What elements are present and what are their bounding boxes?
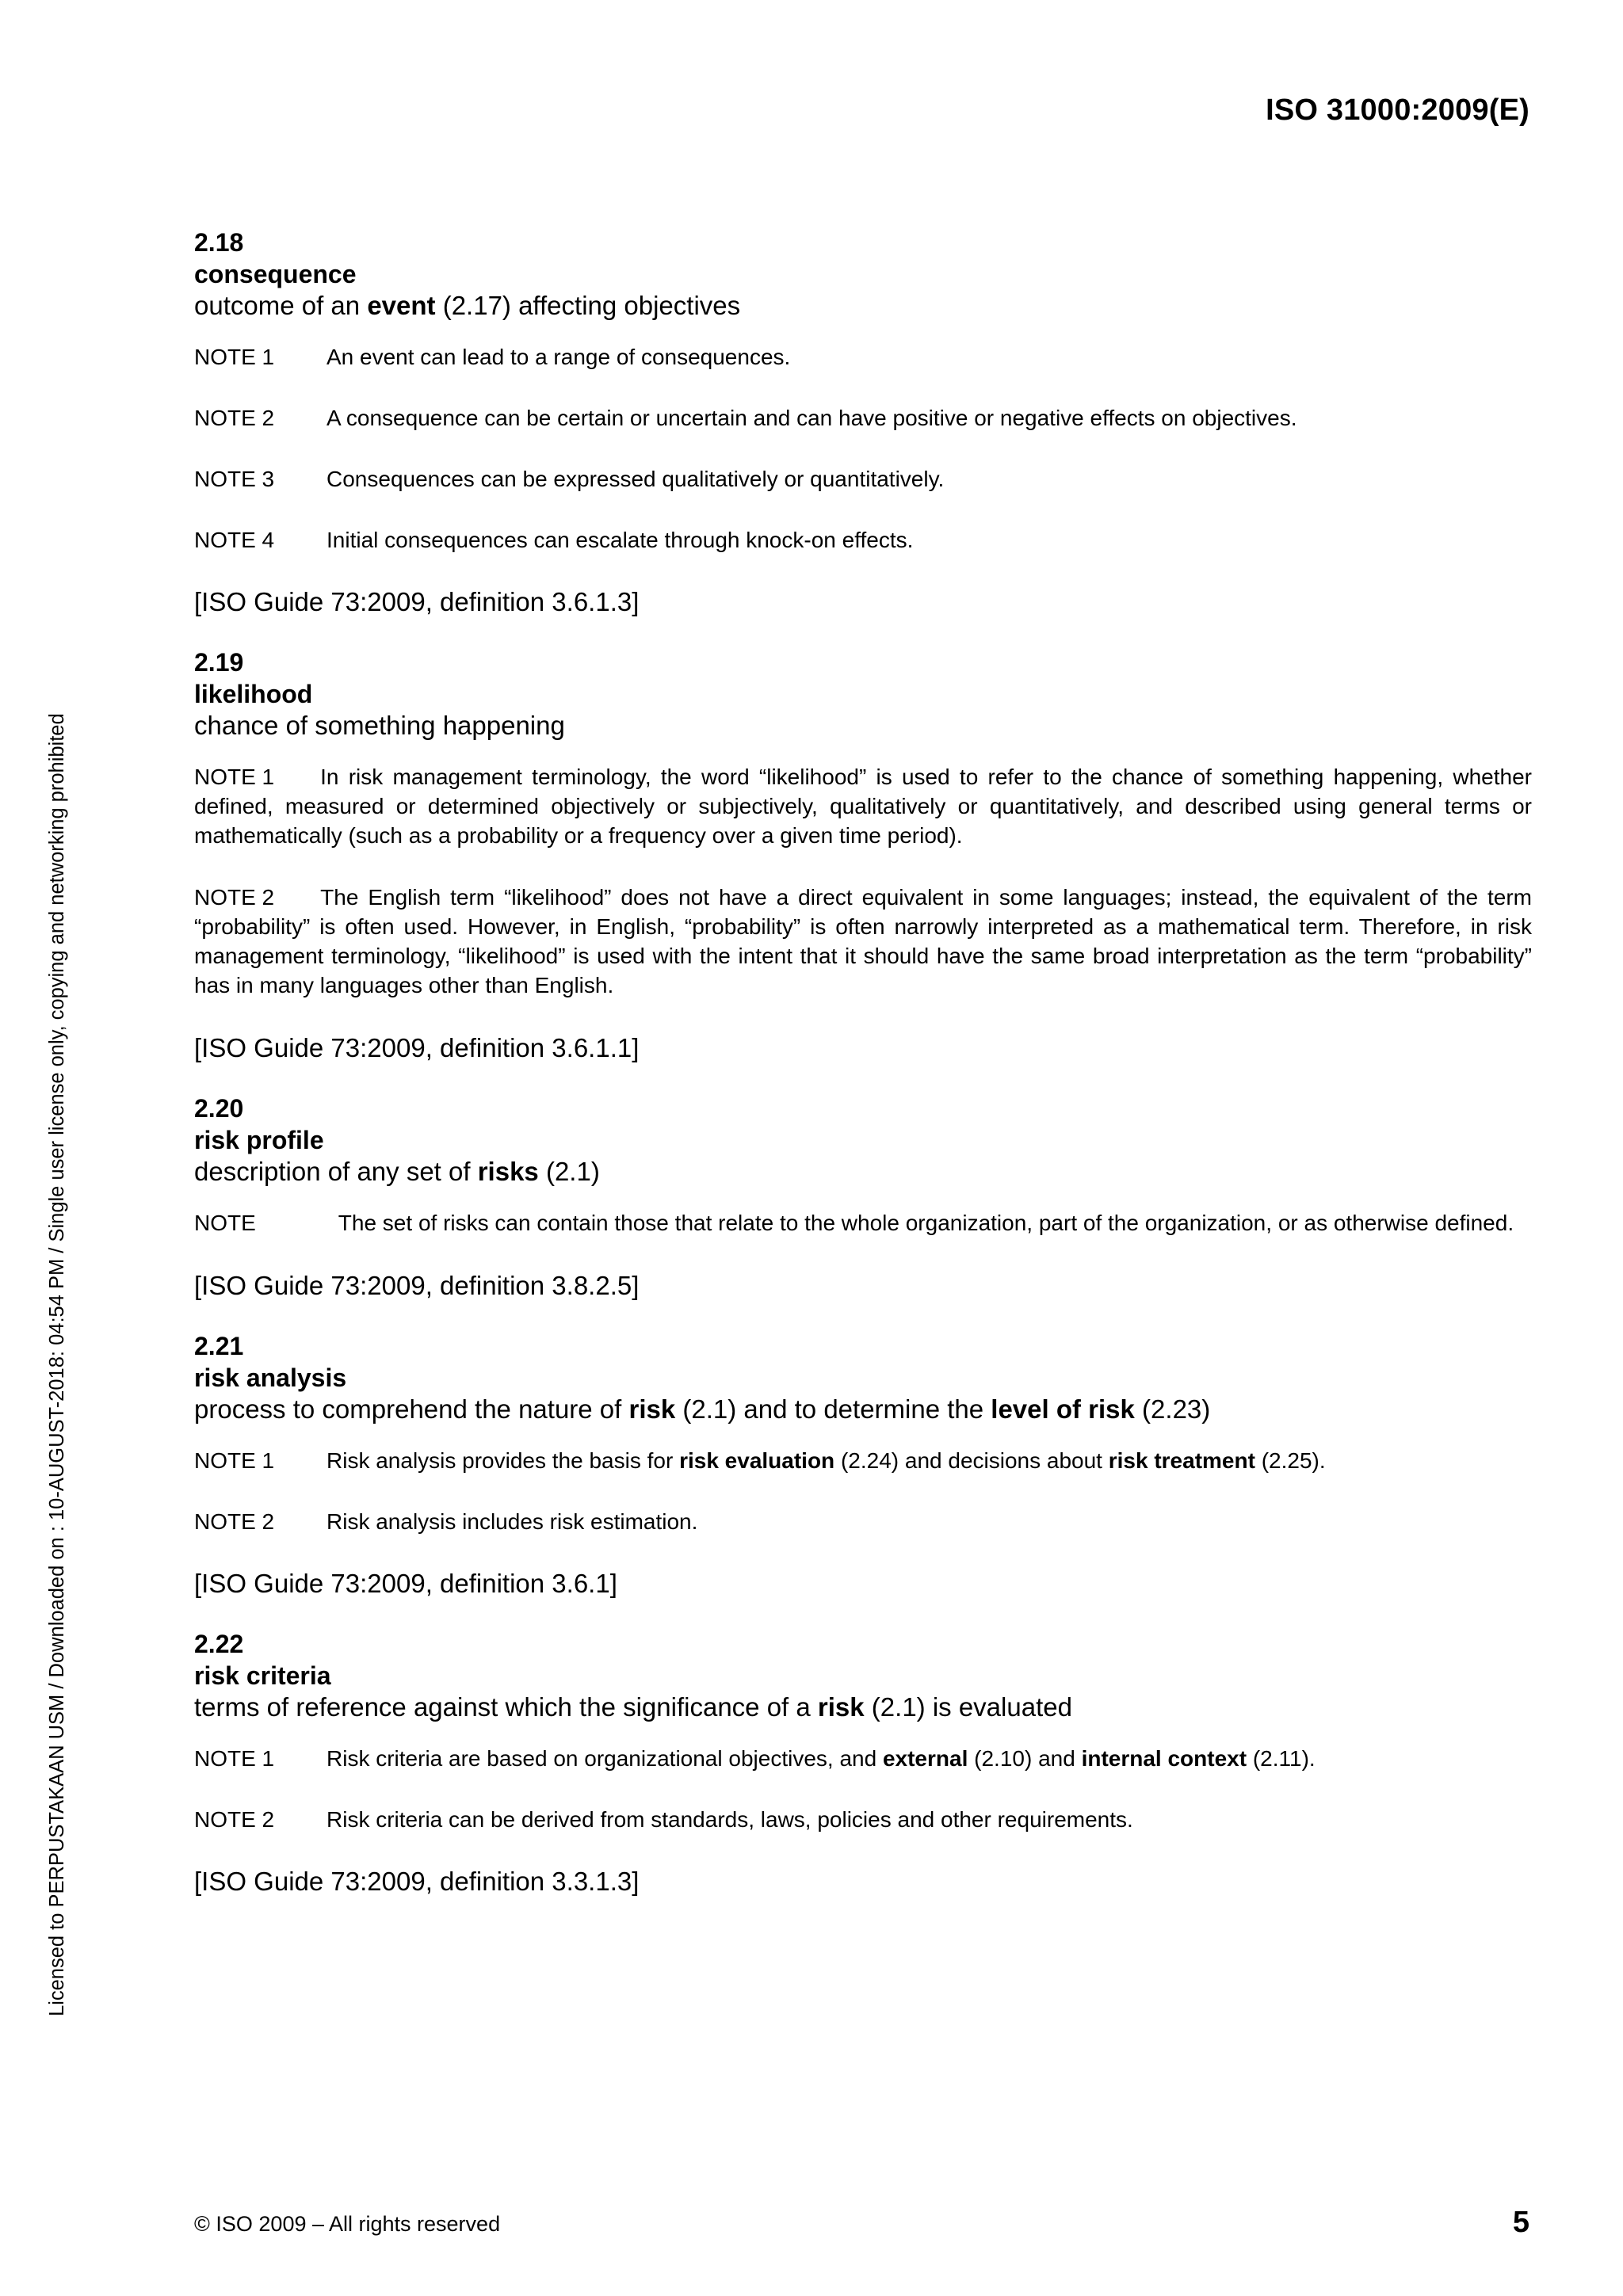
note-label: NOTE 2: [194, 885, 275, 910]
definition-text: (2.23): [1134, 1394, 1211, 1424]
note-label: NOTE 2: [194, 1807, 275, 1832]
entry-definition: chance of something happening: [194, 711, 565, 740]
note: [194, 403, 1532, 433]
entry-reference: [ISO Guide 73:2009, definition 3.6.1]: [194, 1569, 617, 1598]
entry-definition: [194, 1156, 1532, 1188]
entry-number: 2.20: [194, 1094, 244, 1123]
note-label: NOTE 1: [194, 1746, 275, 1771]
definition-text: terms of reference against which the significance of a: [194, 1692, 818, 1722]
note: [194, 883, 1532, 1000]
note-label: NOTE: [194, 1211, 256, 1235]
definition-text: outcome of an: [194, 291, 368, 320]
license-watermark: Licensed to PERPUSTAKAAN USM / Downloaded on : 10-AUGUST-2018: 04:54 PM / Single user license only, copying and networking prohibited: [46, 713, 68, 2016]
notes: [194, 762, 1532, 1000]
note-term-link: risk evaluation: [679, 1448, 835, 1473]
note-text: (2.10) and: [968, 1746, 1082, 1771]
note-text: Risk analysis provides the basis for: [327, 1448, 680, 1473]
note-text: Risk criteria are based on organizational objectives, and: [327, 1746, 883, 1771]
definition-text: description of any set of: [194, 1157, 478, 1186]
footer-copyright: © ISO 2009 – All rights reserved: [194, 2212, 501, 2236]
entry-reference: [ISO Guide 73:2009, definition 3.6.1.1]: [194, 1033, 640, 1062]
entry-2-21: [194, 1330, 1532, 1600]
note-text: Risk criteria can be derived from standards, laws, policies and other requirements.: [327, 1807, 1133, 1832]
note: [194, 762, 1532, 850]
definition-text: process to comprehend the nature of: [194, 1394, 629, 1424]
note-label: NOTE 1: [194, 1448, 275, 1473]
entry-term: likelihood: [194, 680, 313, 708]
entry-number: 2.18: [194, 228, 244, 257]
notes: [194, 1208, 1532, 1238]
note-term-link: external: [882, 1746, 968, 1771]
note-label: NOTE 4: [194, 528, 275, 552]
entry-term: risk profile: [194, 1126, 324, 1154]
entry-2-18: [194, 227, 1532, 618]
entry-number: 2.19: [194, 648, 244, 677]
entry-2-19: [194, 646, 1532, 1064]
note: [194, 525, 1532, 555]
definition-text: (2.1) is evaluated: [864, 1692, 1072, 1722]
entry-term: risk analysis: [194, 1363, 347, 1392]
definition-text: (2.17) affecting objectives: [435, 291, 741, 320]
definition-text: (2.1) and to determine the: [675, 1394, 991, 1424]
note-label: NOTE 2: [194, 406, 275, 430]
note-text: Risk analysis includes risk estimation.: [327, 1509, 698, 1534]
entry-number: 2.22: [194, 1630, 244, 1658]
notes: [194, 1744, 1532, 1834]
definition-term-link: risk: [628, 1394, 676, 1424]
note: [194, 1744, 1532, 1773]
definition-term-link: level of risk: [991, 1394, 1135, 1424]
note-text: A consequence can be certain or uncertain and can have positive or negative effects on objectives.: [327, 406, 1297, 430]
note-text: (2.25).: [1254, 1448, 1326, 1473]
entry-number: 2.21: [194, 1332, 244, 1360]
note: [194, 1208, 1532, 1238]
entry-definition: [194, 1691, 1532, 1723]
note-text: Initial consequences can escalate through knock-on effects.: [327, 528, 914, 552]
note-label: NOTE 1: [194, 345, 275, 369]
entry-reference: [ISO Guide 73:2009, definition 3.6.1.3]: [194, 587, 640, 616]
note: [194, 464, 1532, 494]
note: [194, 1805, 1532, 1834]
entry-definition: [194, 290, 1532, 322]
entry-reference: [ISO Guide 73:2009, definition 3.3.1.3]: [194, 1867, 640, 1896]
entry-reference: [ISO Guide 73:2009, definition 3.8.2.5]: [194, 1271, 640, 1300]
note-text: (2.11).: [1247, 1746, 1316, 1771]
note: [194, 1446, 1532, 1475]
definition-term-link: risk: [817, 1692, 865, 1722]
entry-term: consequence: [194, 260, 357, 288]
note-text: The set of risks can contain those that relate to the whole organization, part of the organization, or as otherwise defined.: [338, 1211, 1514, 1235]
definition-term-link: event: [367, 291, 436, 320]
entry-term: risk criteria: [194, 1661, 331, 1690]
note: [194, 342, 1532, 372]
note-text: (2.24) and decisions about: [834, 1448, 1109, 1473]
note-label: NOTE 2: [194, 1509, 275, 1534]
entry-2-20: [194, 1093, 1532, 1302]
note-text: An event can lead to a range of consequences.: [327, 345, 791, 369]
note-text: In risk management terminology, the word “likelihood” is used to refer to the chance of something happening, whether defined, measured or determined objectively or subjectively, qualitatively or quantitatively, and described using general terms or mathematically (such as a probability or a frequency over a given time period).: [194, 765, 1532, 848]
note-text: The English term “likelihood” does not have a direct equivalent in some languages; instead, the equivalent of the term “probability” is often used. However, in English, “probability” is often narrowly interpreted as a mathematical term. Therefore, in risk management terminology, “likelihood” is used with the intent that it should have the same broad interpretation as the term “probability” has in many languages other than English.: [194, 885, 1532, 997]
notes: [194, 1446, 1532, 1536]
note-label: NOTE 1: [194, 765, 275, 789]
page-number: 5: [1512, 2206, 1529, 2239]
entry-definition: [194, 1394, 1532, 1425]
note: [194, 1507, 1532, 1536]
note-term-link: internal context: [1081, 1746, 1247, 1771]
definition-text: (2.1): [538, 1157, 600, 1186]
definition-term-link: risks: [477, 1157, 539, 1186]
entry-2-22: [194, 1628, 1532, 1897]
definitions-content: [194, 227, 1532, 1926]
standard-identifier: ISO 31000:2009(E): [1266, 93, 1529, 127]
note-label: NOTE 3: [194, 467, 275, 491]
note-text: Consequences can be expressed qualitatively or quantitatively.: [327, 467, 945, 491]
notes: [194, 342, 1532, 555]
note-term-link: risk treatment: [1108, 1448, 1255, 1473]
